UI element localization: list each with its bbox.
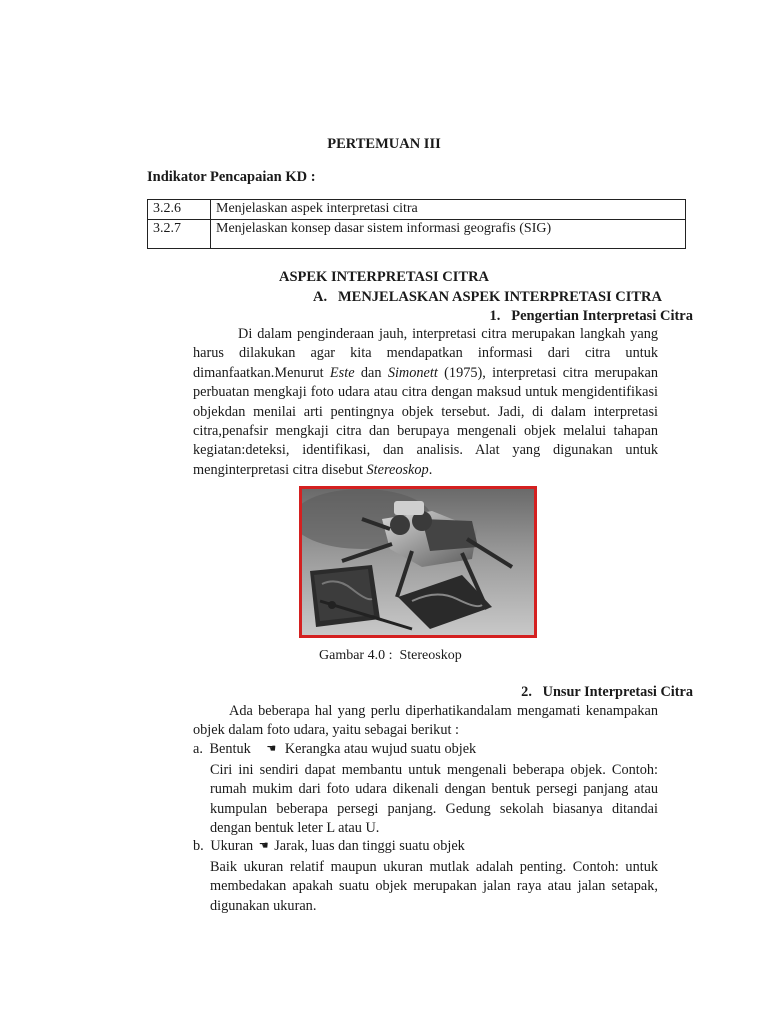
para1-text: dan [354,364,388,381]
pointing-hand-icon: ☚ [266,742,277,755]
stereoskop-figure [299,486,537,638]
author-simonett: Simonett [387,364,438,381]
subsection-2-heading: 2. Unsur Interpretasi Citra [521,684,693,700]
indikator-label: Indikator Pencapaian KD : [147,169,316,185]
list-item [193,741,476,758]
table-row [148,200,686,220]
item-term: Ukuran [210,838,254,854]
author-este: Este [329,364,355,381]
paragraph-unsur [193,702,658,741]
subsection-a-heading: A. MENJELASKAN ASPEK INTERPRETASI CITRA [313,289,662,305]
kd-text: Menjelaskan aspek interpretasi citra [211,200,686,220]
kd-text: Menjelaskan konsep dasar sistem informasi geografis (SIG) [211,220,686,249]
item-body-text: Ciri ini sendiri dapat membantu untuk mengenali beberapa objek. Contoh: rumah mukim dari foto udara dikenali dengan bentuk persegi panjang atau kumpulan beberapa persegi panjang. Gedung sekolah biasanya ditandai dengan bentuk leter L atau U. [210,762,658,837]
para2-text: Ada beberapa hal yang perlu diperhatikandalam mengamati kenampakan objek dalam foto udara, yaitu sebagai berikut : [193,703,658,739]
item-body-text: Baik ukuran relatif maupun ukuran mutlak adalah penting. Contoh: untuk membedakan apakah suatu objek merupakan jalan raya atau jalan setapak, digunakan ukuran. [210,859,658,914]
kd-table [147,199,686,249]
item-definition: Jarak, luas dan tinggi suatu objek [274,838,465,854]
item-definition: Kerangka atau wujud suatu objek [284,741,477,757]
pointing-hand-icon: ☚ [258,839,269,852]
stereoskop-photo [302,489,534,635]
paragraph-pengertian [193,325,658,480]
para1-text: (1975), interpretasi citra merupakan perbuatan mengkaji foto udara atau citra dengan maksud untuk mengidentifikasi objekdan menilai arti pentingnya objek tersebut. Jadi, di dalam interpretasi citra,penafsir mengkaji citra dan berupaya mengenali objek melalui tahapan kegiatan:deteksi, identifikasi, dan analisis. Alat yang digunakan untuk menginterpretasi citra disebut [193,364,658,478]
list-item [193,838,465,855]
list-marker: a. [193,741,203,757]
table-row [148,220,686,249]
item-body [210,858,658,916]
para1-text: . [428,461,433,478]
kd-code: 3.2.7 [148,220,211,249]
figure-caption: Gambar 4.0 : Stereoskop [319,648,462,663]
subsection-1-heading: 1. Pengertian Interpretasi Citra [489,308,693,324]
kd-code: 3.2.6 [148,200,211,220]
section-title: ASPEK INTERPRETASI CITRA [278,269,490,285]
para1-text: Di dalam penginderaan jauh, interpretasi citra merupakan langkah yang harus dilakukan agar kita mendapatkan informasi dari citra untuk dimanfaatkan.Menurut [193,326,658,381]
item-body [210,761,658,839]
list-marker: b. [193,838,204,854]
page-title: PERTEMUAN III [327,136,441,152]
item-term: Bentuk [209,741,251,757]
term-stereoskop: Stereoskop [366,461,429,478]
